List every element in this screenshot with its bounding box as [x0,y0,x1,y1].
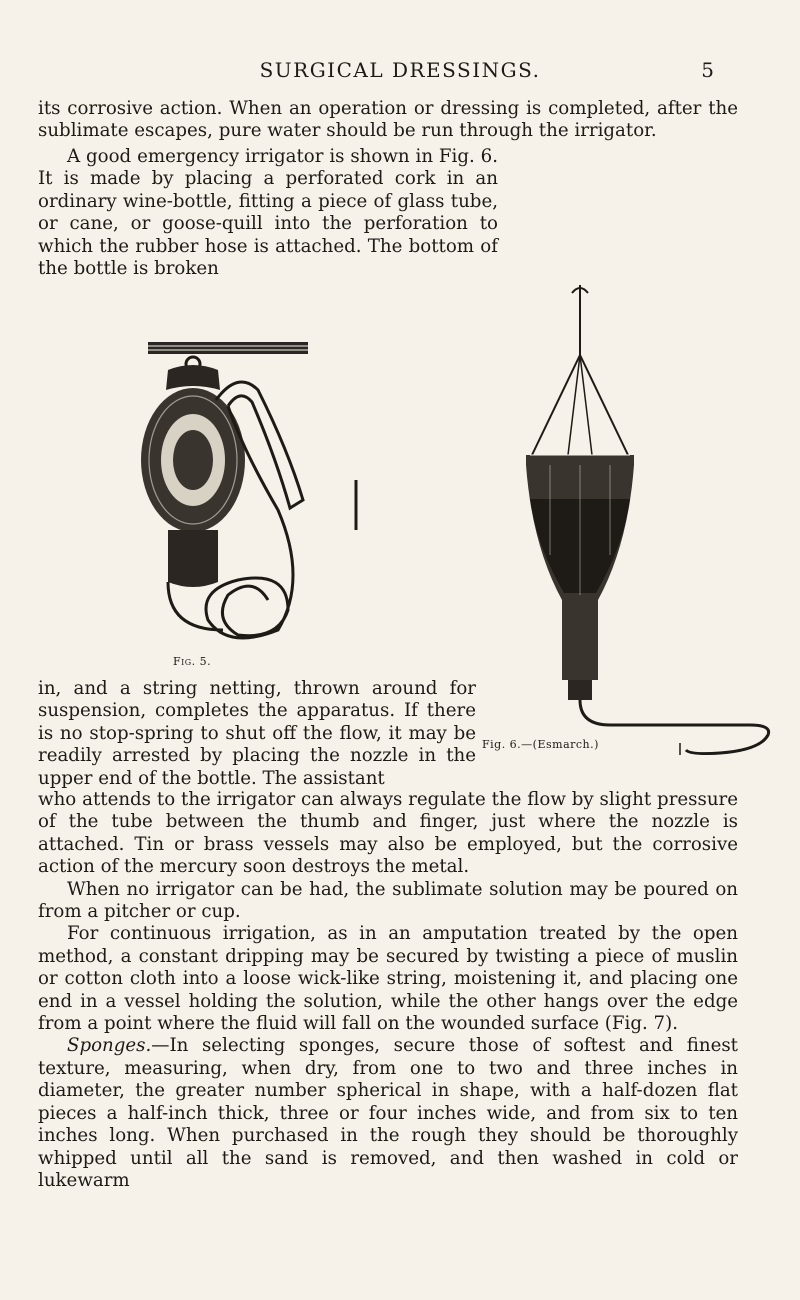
figure-5-irrigator-bag [128,330,418,670]
text-block-top [38,98,738,143]
paragraph-continuation: its corrosive action. When an operation or dressing is completed, after the sublimate escapes, pure water should be run through the irrigator. [38,98,738,142]
paragraph-emergency-irrigator-cont: in, and a string netting, thrown around for suspension, completes the apparatus. If there is no stop-spring to shut off the flow, it may be readily arrested by placing the nozzle in the upper end of the bottle. The assistant [38,678,476,789]
sponges-heading: Sponges. [67,1035,152,1057]
text-block-wrapped [38,146,498,280]
running-title: SURGICAL DRESSINGS. [259,58,541,82]
bottle-irrigator-illustration [510,255,790,755]
text-block-bottom [38,789,738,1192]
figure-5-caption: Fig. 5. [173,655,212,668]
figure-6-caption: Fig. 6.—(Esmarch.) [482,738,599,751]
paragraph-emergency-irrigator: A good emergency irrigator is shown in Fig. 6. It is made by placing a perforated cork in an ordinary wine-bottle, fitting a piece of glass tube, or cane, or goose-quill into the perforation to which the rubber hose is attached. The bottom of the bottle is broken [38,146,498,280]
text-block-wrapped-lower [38,678,476,790]
irrigator-bag-illustration [128,330,418,670]
figure-6-bottle-irrigator [510,255,790,755]
sponges-text: —In selecting sponges, secure those of softest and finest texture, measuring, when dry, from one to two and three inches in diameter, the greater number spherical in shape, with a half-dozen flat pieces a half-inch thick, three or four inches wide, and from six to ten inches long. When purchased in the rough they should be thoroughly whipped until all the sand is removed, and then washed in cold or lukewarm [38,1035,738,1191]
paragraph-sponges [38,1035,738,1192]
page-number: 5 [701,58,714,82]
paragraph-continuous-irrigation: For continuous irrigation, as in an amputation treated by the open method, a constant dripping may be secured by twisting a piece of muslin or cotton cloth into a loose wick-like string, moistening it, and placing one end in a vessel holding the solution, while the other hangs over the edge from a point where the fluid will fall on the wounded surface (Fig. 7). [38,923,738,1035]
running-head [0,58,800,86]
paragraph-emergency-irrigator-end: who attends to the irrigator can always regulate the flow by slight pressure of the tube between the thumb and finger, just where the nozzle is attached. Tin or brass vessels may also be employed, but the corrosive action of the mercury soon destroys the metal. [38,789,738,878]
paragraph-pitcher: When no irrigator can be had, the sublimate solution may be poured on from a pitcher or cup. [38,878,738,923]
